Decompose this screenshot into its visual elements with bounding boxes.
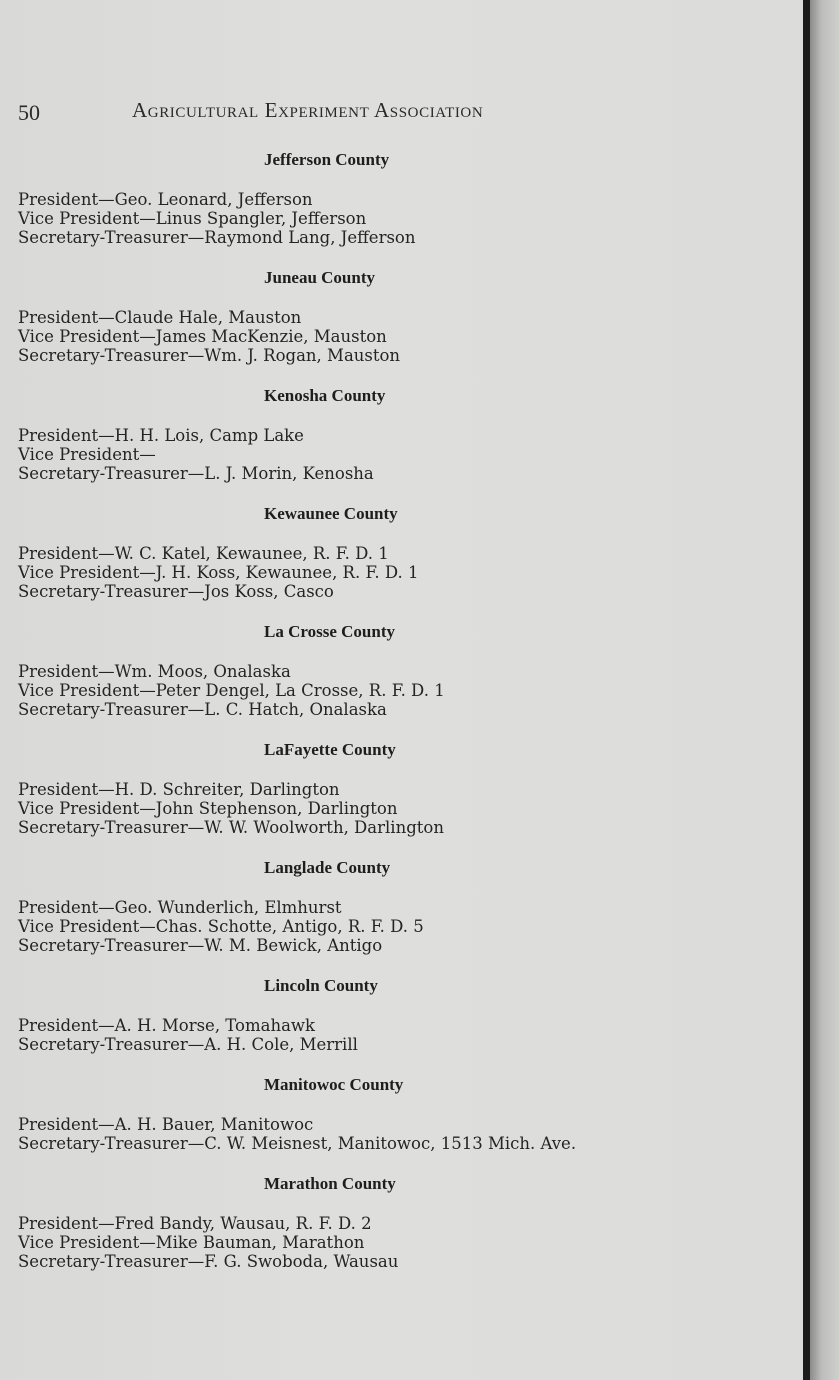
county-officers-list	[18, 148, 718, 1290]
county-heading: Juneau County	[264, 268, 376, 287]
county-heading: La Crosse County	[264, 622, 395, 641]
officer-line: President—W. C. Katel, Kewaunee, R. F. D. 1	[18, 544, 389, 563]
officer-line: President—A. H. Bauer, Manitowoc	[18, 1115, 314, 1134]
county-section	[18, 502, 718, 601]
officer-line: Secretary-Treasurer—W. W. Woolworth, Darlington	[18, 818, 444, 837]
county-heading: Jefferson County	[264, 150, 390, 169]
officer-line: Secretary-Treasurer—Wm. J. Rogan, Mauston	[18, 346, 401, 365]
officer-line: Vice President—Peter Dengel, La Crosse, R. F. D. 1	[18, 681, 445, 700]
officer-line: Secretary-Treasurer—Raymond Lang, Jefferson	[18, 228, 416, 247]
officer-line: President—H. D. Schreiter, Darlington	[18, 780, 340, 799]
county-section	[18, 1073, 718, 1153]
county-section	[18, 148, 718, 247]
page-number: 50	[18, 100, 40, 125]
officer-line: Vice President—John Stephenson, Darlington	[18, 799, 398, 818]
officer-line: Secretary-Treasurer—L. J. Morin, Kenosha	[18, 464, 374, 483]
county-heading: Kenosha County	[264, 386, 386, 405]
county-section	[18, 974, 718, 1054]
county-section	[18, 738, 718, 837]
county-section	[18, 266, 718, 365]
officer-line: President—H. H. Lois, Camp Lake	[18, 426, 304, 445]
county-heading: Manitowoc County	[264, 1075, 404, 1094]
officer-line: Vice President—Chas. Schotte, Antigo, R. F. D. 5	[18, 917, 424, 936]
officer-line: Vice President—Mike Bauman, Marathon	[18, 1233, 365, 1252]
county-heading: Kewaunee County	[264, 504, 398, 523]
county-heading: Lincoln County	[264, 976, 378, 995]
officer-line: Secretary-Treasurer—C. W. Meisnest, Manitowoc, 1513 Mich. Ave.	[18, 1134, 577, 1153]
officer-line: Vice President—	[18, 445, 156, 464]
running-title: Agricultural Experiment Association	[132, 98, 484, 122]
officer-line: President—Claude Hale, Mauston	[18, 308, 302, 327]
officer-line: Vice President—J. H. Koss, Kewaunee, R. F. D. 1	[18, 563, 419, 582]
page-header	[18, 98, 578, 130]
officer-line: President—Geo. Wunderlich, Elmhurst	[18, 898, 342, 917]
county-section	[18, 1172, 718, 1271]
county-section	[18, 620, 718, 719]
county-heading: LaFayette County	[264, 740, 396, 759]
officer-line: Secretary-Treasurer—Jos Koss, Casco	[18, 582, 334, 601]
officer-line: President—Fred Bandy, Wausau, R. F. D. 2	[18, 1214, 372, 1233]
book-gutter	[803, 0, 810, 1380]
officer-line: Vice President—James MacKenzie, Mauston	[18, 327, 387, 346]
officer-line: Secretary-Treasurer—F. G. Swoboda, Wausau	[18, 1252, 399, 1271]
officer-line: Vice President—Linus Spangler, Jefferson	[18, 209, 367, 228]
officer-line: President—A. H. Morse, Tomahawk	[18, 1016, 316, 1035]
officer-line: President—Wm. Moos, Onalaska	[18, 662, 291, 681]
county-section	[18, 384, 718, 483]
officer-line: Secretary-Treasurer—W. M. Bewick, Antigo	[18, 936, 383, 955]
page-edge	[810, 0, 839, 1380]
county-heading: Langlade County	[264, 858, 391, 877]
officer-line: Secretary-Treasurer—L. C. Hatch, Onalaska	[18, 700, 387, 719]
officer-line: Secretary-Treasurer—A. H. Cole, Merrill	[18, 1035, 358, 1054]
officer-line: President—Geo. Leonard, Jefferson	[18, 190, 313, 209]
county-section	[18, 856, 718, 955]
county-heading: Marathon County	[264, 1174, 396, 1193]
